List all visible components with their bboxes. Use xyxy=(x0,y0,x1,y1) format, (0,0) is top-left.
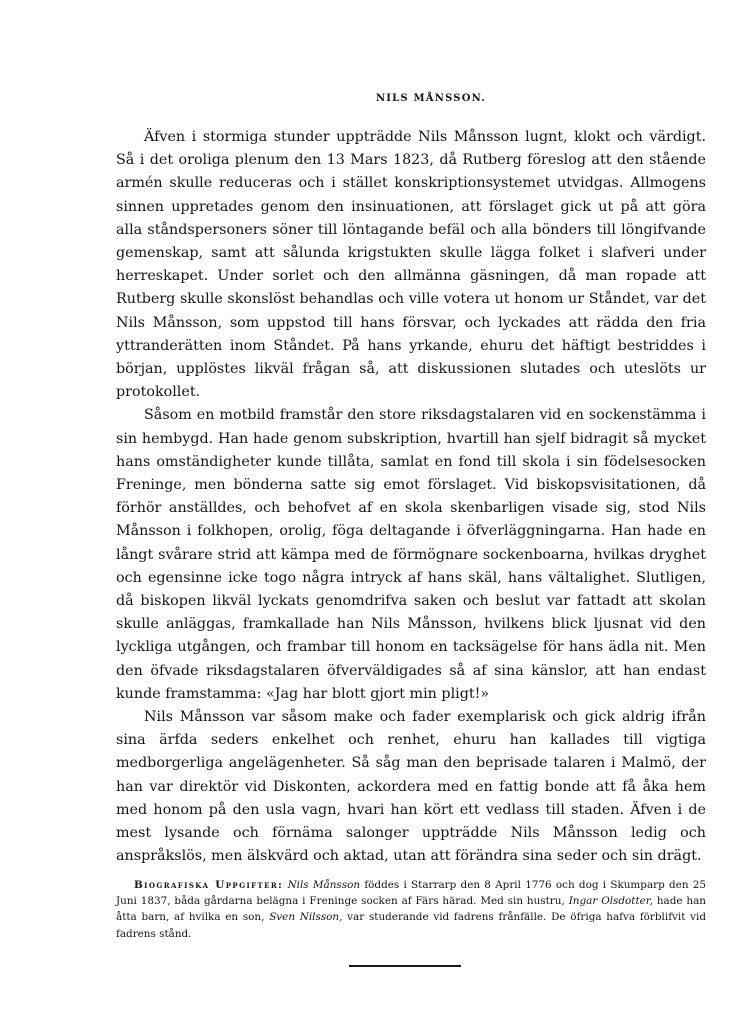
footnote-text-3: var studerande vid fadrens frånfälle. De öfriga hafva förblifvit vid fadrens stånd. xyxy=(116,911,706,940)
running-title: NILS MÅNSSON. xyxy=(375,93,487,104)
paragraph-1: Äfven i stormiga stunder uppträdde Nils Månsson lugnt, klokt och värdigt. Så i det oroliga plenum den 13 Mars 1823, då Rutberg föreslog att den stående armén skulle reduceras och i stället konskriptionsystemet utvidgas. Allmogens sinnen uppretades genom den insinuationen, att förslaget gick ut på att göra alla ståndspersoners söner till löntagande befäl och alla bönders till löngifvande gemenskap, samt att sålunda krigstukten skulle lägga folket i slafveri under herreskapet. Under sorlet och den allmänna gäsningen, då man ropade att Rutberg skulle skonslöst behandlas och ville votera ut honom ur Ståndet, var det Nils Månsson, som uppstod till hans försvar, och lyckades att rädda den fria yttranderätten inom Ståndet. På hans yrkande, ehuru det häftigt bestriddes i början, upplöstes likväl frågan så, att diskussionen slutades och uteslöts ur protokollet. xyxy=(116,129,706,401)
footnote-text-1: föddes i Starrarp den 8 April 1776 och dog i Skumparp den 25 Juni 1837, båda gårdarna belägna i Freninge socken af Färs härad. Med sin hustru, xyxy=(116,878,706,907)
footnote-subject-name: Nils Månsson xyxy=(287,878,361,891)
footnote-text-2: hade han åtta barn, af hvilka en son, xyxy=(116,894,706,924)
biographical-footnote xyxy=(116,877,706,943)
footnote-son-name: Sven Nilsson, xyxy=(269,911,343,924)
paragraph-2: Såsom en motbild framstår den store riksdagstalaren vid en sockenstämma i sin hembygd. Han hade genom subskription, hvartill han sjelf bidragit så mycket hans omständigheter kunde tillåta, samlat en fond till skola i sin födelsesocken Freninge, men bönderna satte sig emot förslaget. Vid biskopsvisitationen, då förhör anställdes, och behofvet af en skola skenbarligen visade sig, stod Nils Månsson i folkhopen, orolig, föga deltagande i öfverläggningarna. Han hade en långt svårare strid att kämpa med de förmögnare sockenboarna, hvilkas dryghet och egensinne icke togo några intryck af hans skäl, hans vältalighet. Slutligen, då biskopen likväl lyckats genomdrifva saken och beslut var fattadt att skolan skulle anläggas, framkallade han Nils Månsson, hvilkens blick ljusnat vid den lyckliga utgången, och frambar till honom en tacksägelse för hans ädla nit. Men den öfvade riksdagstalaren öfverväldigades så af sina känslor, att han endast kunde framstamma: «Jag har blott gjort min pligt!» xyxy=(116,407,706,702)
paragraph-3: Nils Månsson var såsom make och fader exemplarisk och gick aldrig ifrån sina ärfda seders enkelhet och renhet, ehuru han kallades till vigtiga medborgerliga angelägenheter. Så såg man den beprisade talaren i Malmö, der han var direktör vid Diskonten, ackordera med en fattig bonde att få åka hem med honom på den usla vagn, hvari han kört ett vedlass till staden. Äfven i de mest lysande och förnäma salonger uppträdde Nils Månsson ledig och anspråkslös, men älskvärd och aktad, utan att förändra sina seder och sin drägt. xyxy=(116,709,706,865)
main-text xyxy=(116,126,706,869)
book-page xyxy=(116,93,706,942)
end-rule xyxy=(349,965,461,967)
footnote-heading: Biografiska Uppgifter: xyxy=(134,878,284,891)
footnote-wife-name: Ingar Olsdotter, xyxy=(568,894,653,907)
